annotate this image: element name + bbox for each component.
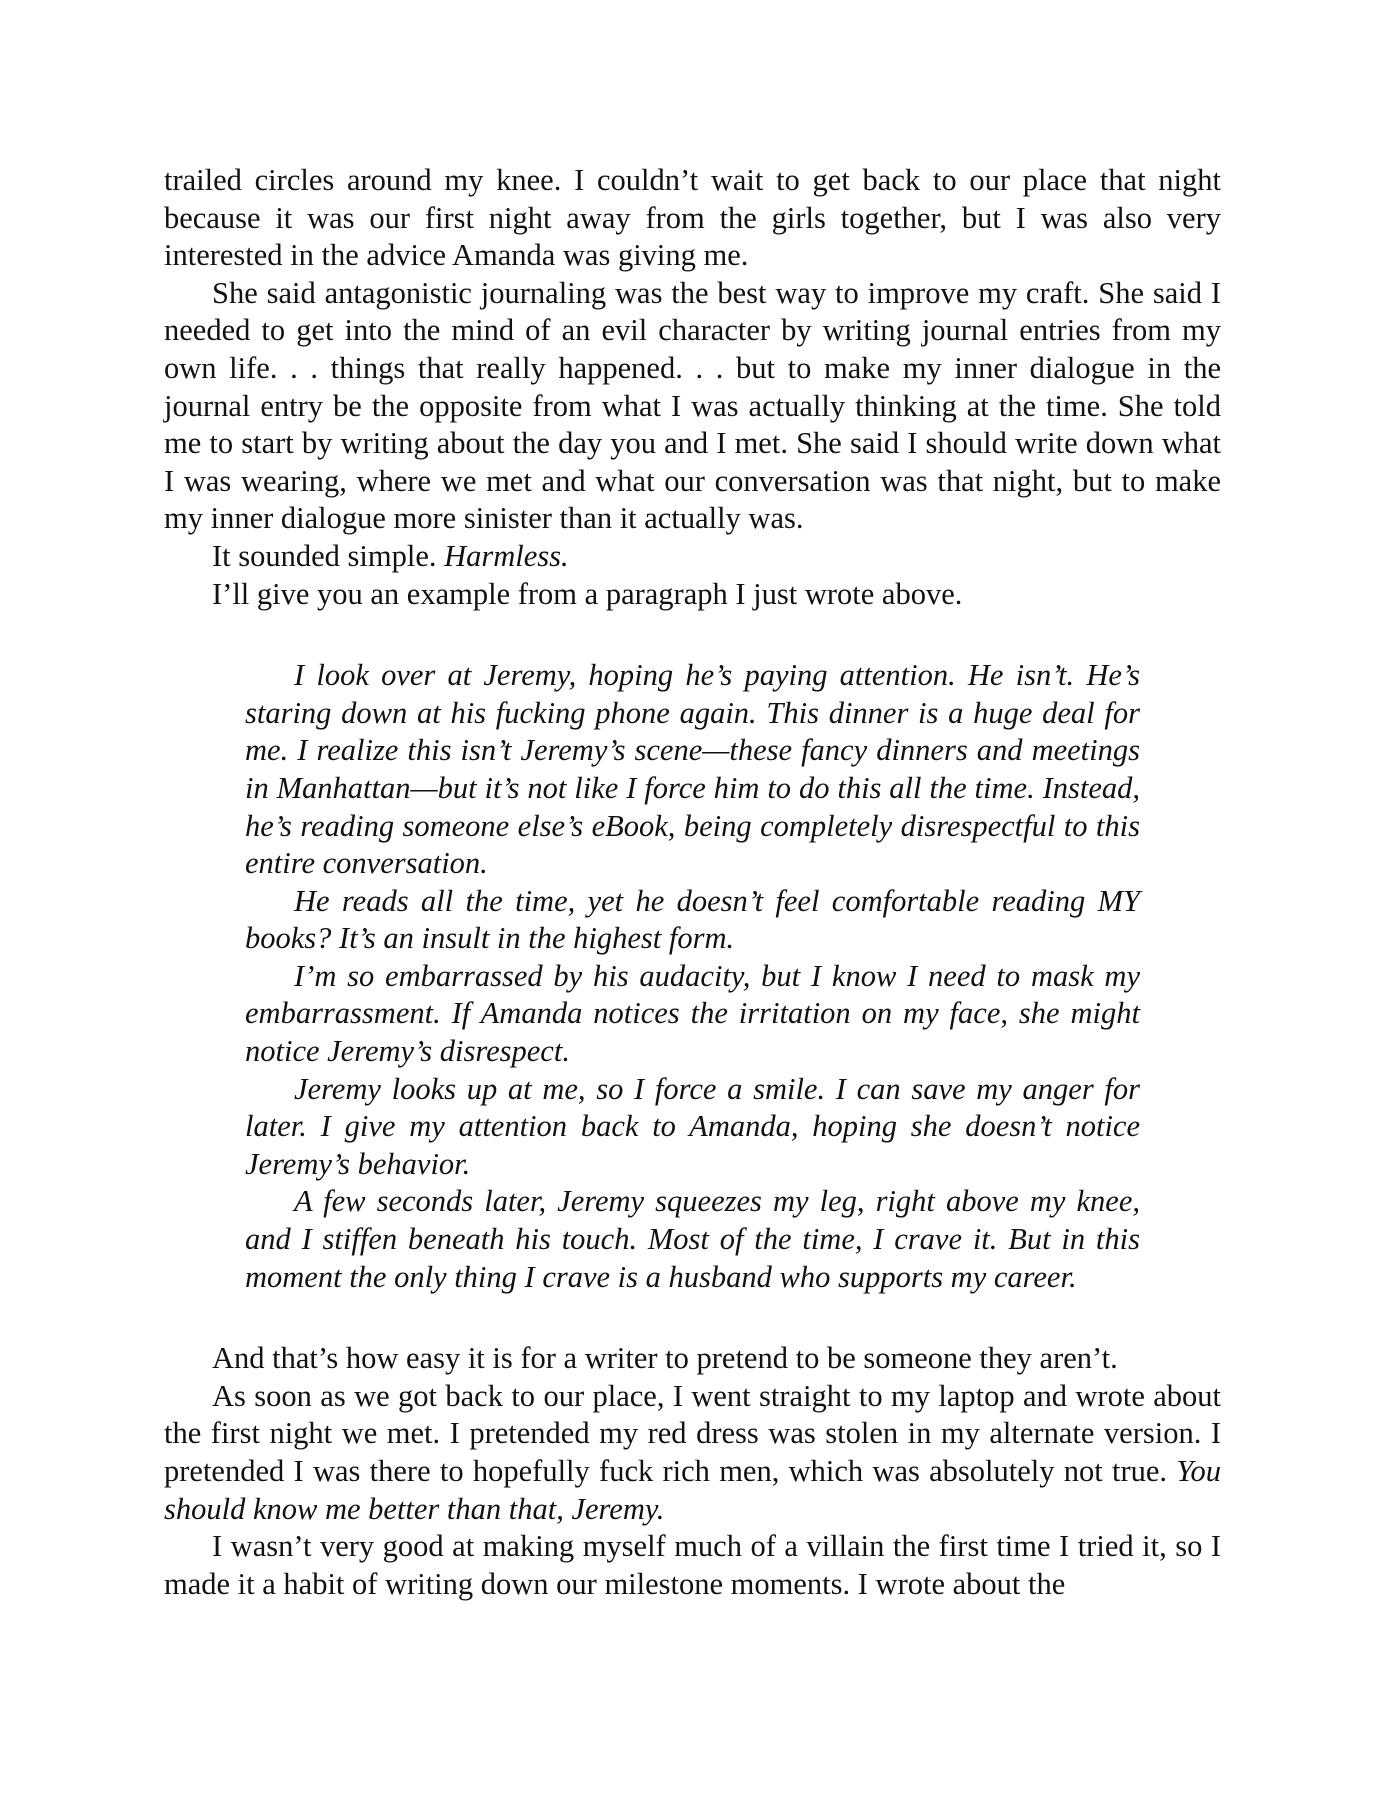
paragraph-italic: Harmless. [444, 538, 569, 573]
paragraph: I wasn’t very good at making myself much of a villain the first time I tried it, so I made it a habit of writing down our milestone moments. I wrote about the [164, 1529, 1221, 1601]
paragraph [164, 1378, 1221, 1528]
journal-excerpt [245, 657, 1140, 1296]
paragraph-italic: You should know me better than that, Jeremy. [164, 1454, 1221, 1526]
paragraph: I’ll give you an example from a paragraph I just wrote above. [212, 576, 963, 611]
excerpt-paragraph: Jeremy looks up at me, so I force a smile. I can save my anger for later. I give my attention back to Amanda, hoping she doesn’t notice Jeremy’s behavior. [245, 1071, 1140, 1181]
excerpt-paragraph: He reads all the time, yet he doesn’t feel comfortable reading MY books? It’s an insult in the highest form. [245, 883, 1140, 956]
page-body [164, 162, 1221, 1603]
excerpt-paragraph: I look over at Jeremy, hoping he’s paying attention. He isn’t. He’s staring down at his fucking phone again. This dinner is a huge deal for me. I realize this isn’t Jeremy’s scene—these fancy dinners and meetings in Manhattan—but it’s not like I force him to do this all the time. Instead, he’s reading someone else’s eBook, being completely disrespectful to this entire conversation. [245, 658, 1140, 881]
paragraph-text: As soon as we got back to our place, I went straight to my laptop and wrote about the first night we met. I pretended my red dress was stolen in my alternate version. I pretended I was there to hopefully fuck rich men, which was absolutely not true. [164, 1378, 1221, 1488]
paragraph: trailed circles around my knee. I couldn’t wait to get back to our place that night because it was our first night away from the girls together, but I was also very interested in the advice Amanda was giving me. [164, 163, 1221, 273]
paragraph: And that’s how easy it is for a writer to pretend to be someone they aren’t. [212, 1341, 1118, 1376]
excerpt-paragraph: I’m so embarrassed by his audacity, but I know I need to mask my embarrassment. If Amanda notices the irritation on my face, she might notice Jeremy’s disrespect. [245, 958, 1140, 1069]
excerpt-paragraph: A few seconds later, Jeremy squeezes my leg, right above my knee, and I stiffen beneath his touch. Most of the time, I crave it. But in this moment the only thing I crave is a husband who supports my career. [245, 1184, 1140, 1294]
paragraph-text: It sounded simple. [212, 538, 445, 573]
paragraph [164, 538, 1221, 576]
paragraph: She said antagonistic journaling was the best way to improve my craft. She said I needed to get into the mind of an evil character by writing journal entries from my own life. . . things that really happened. . . but to make my inner dialogue in the journal entry be the opposite from what I was actually thinking at the time. She told me to start by writing about the day you and I met. She said I should write down what I was wearing, where we met and what our conversation was that night, but to make my inner dialogue more sinister than it actually was. [164, 275, 1221, 536]
